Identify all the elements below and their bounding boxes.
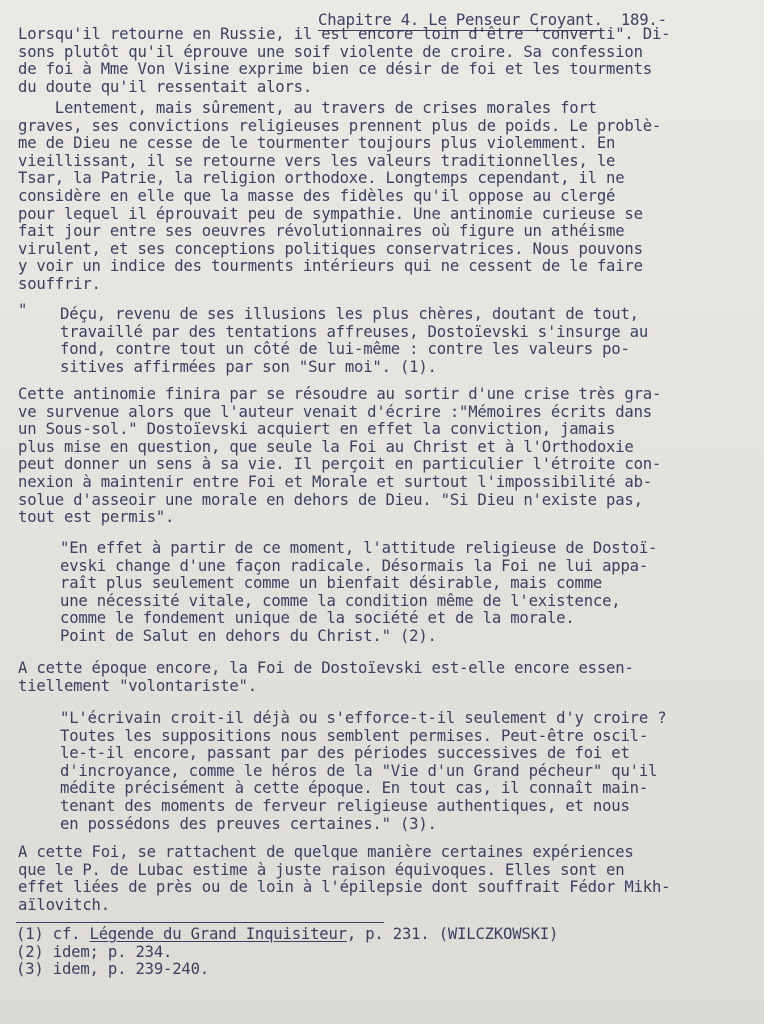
text-line: d'incroyance, comme le héros de la "Vie d'un Grand pécheur" qu'il — [60, 761, 658, 780]
footnote-prefix: cf. — [52, 925, 90, 943]
quote-mark: " — [18, 301, 28, 319]
footnote-2 — [16, 944, 558, 962]
text-line: me de Dieu ne cesse de le tourmenter toujours plus violemment. En — [18, 134, 616, 153]
text-line: Cette antinomie finira par se résoudre au sortir d'une crise très gra- — [18, 385, 662, 403]
text-line: souffrir. — [18, 274, 101, 293]
text-line: "En effet à partir de ce moment, l'attitude religieuse de Dostoï- — [60, 539, 658, 557]
text-line: solue d'asseoir une morale en dehors de Dieu. "Si Dieu n'existe pas, — [18, 490, 643, 509]
text-line: fond, contre tout un côté de lui-même : contre les valeurs po- — [60, 340, 630, 359]
text-line: graves, ses convictions religieuses prennent plus de poids. Le problè- — [18, 116, 662, 135]
footnote-1 — [16, 926, 558, 944]
text-line: raît plus seulement comme un bienfait désirable, mais comme — [60, 574, 603, 593]
text-line: tout est permis". — [18, 508, 175, 527]
footnote-reference: idem, p. 239-240. — [52, 960, 209, 979]
text-line: "L'écrivain croit-il déjà ou s'efforce-t-il seulement d'y croire ? — [60, 709, 667, 727]
paragraph-3 — [18, 386, 748, 527]
text-line: A cette époque encore, la Foi de Dostoïevski est-elle encore essen- — [18, 659, 634, 677]
text-line: travaillé par des tentations affreuses, Dostoïevski s'insurge au — [60, 322, 649, 341]
text-line: aïlovitch. — [18, 895, 110, 914]
text-line: A cette Foi, se rattachent de quelque manière certaines expériences — [18, 843, 634, 861]
text-line: y voir un indice des tourments intérieurs qui ne cessent de le faire — [18, 257, 643, 276]
chapter-title: Chapitre 4. Le Penseur Croyant. — [318, 11, 603, 29]
text-line: de foi à Mme Von Visine exprime bien ce désir de foi et les tourments — [18, 60, 652, 79]
paragraph-4 — [18, 660, 748, 695]
paragraph-5 — [18, 844, 748, 914]
quote-1 — [60, 306, 748, 376]
page-number: 189.- — [620, 11, 667, 29]
text-line: vieillissant, il se retourne vers les valeurs traditionnelles, le — [18, 151, 616, 170]
text-line: plus mise en question, que seule la Foi au Christ et à l'Orthodoxie — [18, 437, 634, 456]
text-line: Déçu, revenu de ses illusions les plus chères, doutant de tout, — [60, 305, 639, 323]
text-line: un Sous-sol." Dostoïevski acquiert en effet la conviction, jamais — [18, 420, 616, 439]
footnote-book-title: Légende du Grand Inquisiteur — [89, 925, 347, 943]
text-line: que le P. de Lubac estime à juste raison équivoques. Elles sont en — [18, 860, 625, 879]
footnote-3 — [16, 961, 558, 979]
footnote-rule — [16, 922, 384, 923]
text-line: tenant des moments de ferveur religieuse authentiques, et nous — [60, 796, 630, 815]
text-line: Point de Salut en dehors du Christ." (2). — [60, 626, 437, 645]
text-line: une nécessité vitale, comme la condition même de l'existence, — [60, 591, 621, 610]
text-line: Lorsqu'il retourne en Russie, il est encore loin d'être 'converti". Di- — [18, 25, 671, 43]
text-line: comme le fondement unique de la société et de la morale. — [60, 609, 575, 628]
paragraph-1 — [18, 26, 748, 96]
footnote-number: (1) — [16, 925, 44, 943]
quote-2 — [60, 540, 748, 646]
text-line: Lentement, mais sûrement, au travers de crises morales fort — [18, 99, 597, 117]
text-line: sitives affirmées par son "Sur moi". (1). — [60, 357, 437, 376]
text-line: peut donner un sens à sa vie. Il perçoit en particulier l'étroite con- — [18, 455, 662, 474]
footnote-reference: idem; p. 234. — [52, 942, 173, 961]
text-line: considère en elle que la masse des fidèles qu'il oppose au clergé — [18, 186, 616, 205]
text-line: evski change d'une façon radicale. Désormais la Foi ne lui appa- — [60, 556, 649, 575]
text-line: en possédons des preuves certaines." (3). — [60, 814, 437, 833]
footnote-number: (3) — [16, 960, 44, 979]
text-line: sons plutôt qu'il éprouve une soif violente de croire. Sa confession — [18, 42, 643, 61]
text-line: Tsar, la Patrie, la religion orthodoxe. Longtemps cependant, il ne — [18, 169, 625, 188]
text-line: effet liées de près ou de loin à l'épilepsie dont souffrait Fédor Mikh- — [18, 878, 671, 897]
footnotes — [16, 926, 558, 979]
text-line: pour lequel il éprouvait peu de sympathie. Une antinomie curieuse se — [18, 204, 643, 223]
text-line: ve survenue alors que l'auteur venait d'écrire :"Mémoires écrits dans — [18, 402, 652, 421]
text-line: Toutes les suppositions nous semblent permises. Peut-être oscil- — [60, 726, 649, 745]
text-line: le-t-il encore, passant par des périodes successives de foi et — [60, 744, 630, 763]
paragraph-2 — [18, 100, 748, 294]
text-line: du doute qu'il ressentait alors. — [18, 77, 313, 96]
text-line: virulent, et ses conceptions politiques conservatrices. Nous pouvons — [18, 239, 643, 258]
text-line: nexion à maintenir entre Foi et Morale et surtout l'impossibilité ab- — [18, 472, 652, 491]
text-line: fait jour entre ses oeuvres révolutionnaires où figure un athéisme — [18, 222, 625, 241]
footnote-number: (2) — [16, 942, 44, 961]
quote-3 — [60, 710, 748, 833]
footnote-reference: , p. 231. (WILCZKOWSKI) — [346, 925, 559, 943]
text-line: médite précisément à cette époque. En tout cas, il connaît main- — [60, 779, 649, 798]
text-line: tiellement "volontariste". — [18, 676, 257, 695]
